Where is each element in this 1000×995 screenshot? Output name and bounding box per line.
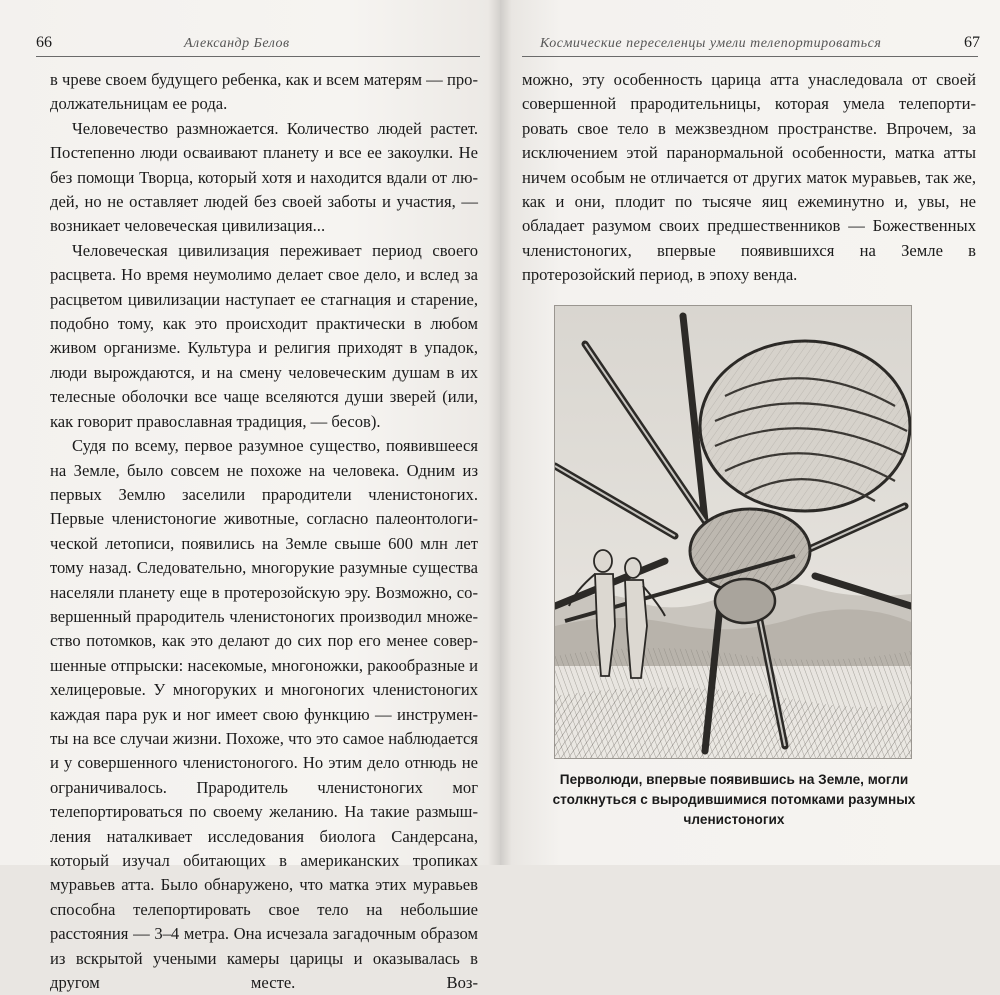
paragraph: можно, эту особенность царица атта унаследовала от своей совершенной прародительницы, которая умела телепортировать свое тело в межзвездном пространстве. Впрочем, за исключением этой паранормальной особенности, матка атты ничем особым не отличается от других маток муравьев, так же, как и они, плодит по тысяче яиц ежеминутно и, увы, не обладает разумом своих предшественников — Божественных членистоногих, впервые появившихся на Земле в протерозойский период, в эпоху венда. bbox=[522, 70, 976, 285]
right-page bbox=[500, 0, 1000, 865]
paragraph: Судя по всему, первое разумное существо, появившееся на Земле, было совсем не похоже на человека. Одним из первых Землю заселили прародители членистоногих. Первые членистоногие животные, согласно палеонтологической летописи, появились на Земле свыше 600 млн лет тому назад. Следовательно, многорукие разумные существа населяли планету еще в протерозойскую эру. Возможно, совершенный прародитель членистоногих производил множество потомков, как это делают до сих пор его менее совершенные отпрыски: насекомые, многоножки, ракообразные и хелицеровые. У многоруких и многоногих членистоногих каждая пара рук и ног имеет свою функцию — инструменты на все случаи жизни. Похоже, что это самое наблюдается и у совершенного членистоногого. Но этим дело отнюдь не ограничивалось. Прародитель членистоногих мог телепортироваться по своему желанию. На такие размышления наталкивает исследования биолога Сандерсана, который изучал обитающих в американских тропиках муравьев атта. Было обнаружено, что матка этих муравьев способна телепортировать свое тело на небольшие расстояния — 3–4 метра. Она исчезала загадочным образом из вскрытой учеными камеры царицы и оказывалась в другом месте. Воз- bbox=[50, 436, 478, 993]
left-running-head: Александр Белов bbox=[184, 36, 290, 51]
illustration-giant-arthropod bbox=[554, 305, 912, 759]
left-page-number: 66 bbox=[36, 34, 52, 51]
left-page bbox=[0, 0, 500, 993]
right-running-head: Космические переселенцы умели телепортироваться bbox=[540, 36, 882, 51]
right-page-number: 67 bbox=[964, 34, 980, 51]
paragraph: в чреве своем будущего ребенка, как и всем матерям — продолжательницам ее рода. bbox=[50, 70, 478, 114]
right-page-text bbox=[522, 68, 976, 288]
illustration-drawing bbox=[555, 306, 911, 758]
right-page-header bbox=[540, 34, 980, 52]
left-page-text bbox=[50, 68, 478, 995]
paragraph: Человеческая цивилизация переживает период своего расцвета. Но время неумолимо делает свое дело, и вслед за расцветом цивилизации наступает ее стагнация и старение, подобно тому, как это происходит практически в любом живом организме. Культура и религия приходят в упадок, люди вырождаются, и на смену человеческим душам в их телесные оболочки все чаще вселяются души зверей (или, как говорит православная традиция, — бесов). bbox=[50, 240, 478, 431]
left-header-rule bbox=[36, 56, 480, 57]
left-page-header bbox=[36, 34, 476, 52]
book-gutter-shadow bbox=[488, 0, 512, 865]
right-header-rule bbox=[522, 56, 978, 57]
figure-caption: Перволюди, впервые появившись на Земле, могли столкнуться с выродившимися потомками разумных членистоногих bbox=[552, 772, 916, 827]
paragraph: Человечество размножается. Количество людей растет. Постепенно люди осваивают планету и все ее закоулки. Не без помощи Творца, который хотя и находится вдали от людей, но не оставляет людей без своей заботы и участия, — возникает человеческая цивилизация... bbox=[50, 118, 478, 236]
